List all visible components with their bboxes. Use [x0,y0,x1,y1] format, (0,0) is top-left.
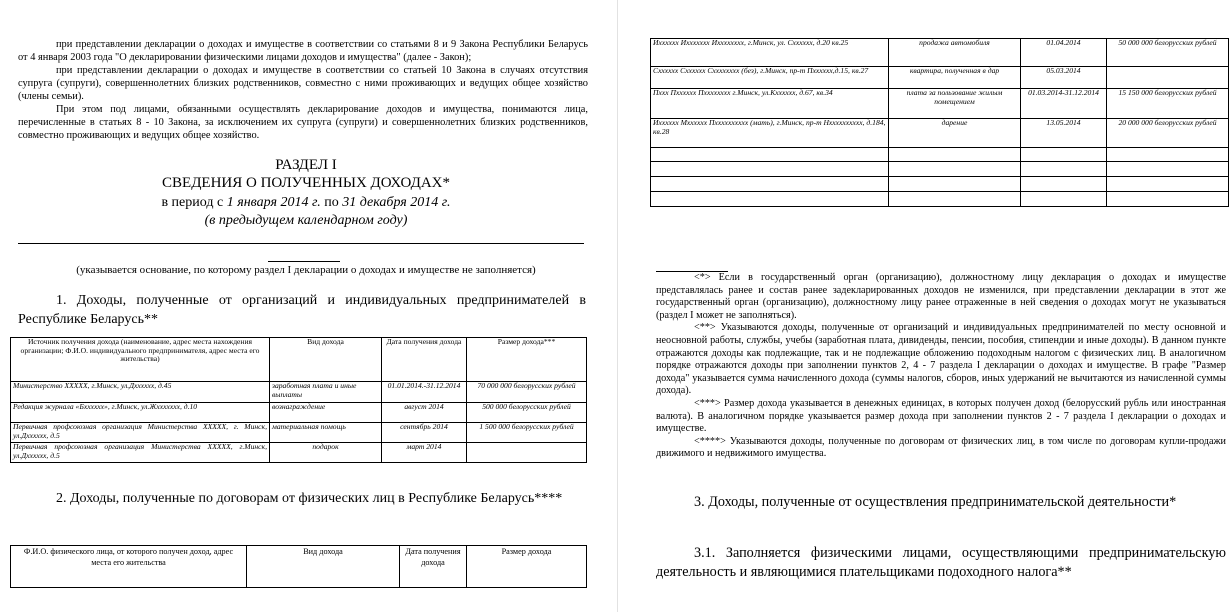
intro-paragraph: при представлении декларации о доходах и имуществе в соответствии со статьями 8 и 9 Закона Республики Беларусь от 4 января 2003 года "О декларировании физическими лицами доходов и имущества" (далее - Закон); [18,39,588,63]
column-header-type: Вид дохода [270,338,382,382]
column-header-source: Источник получения дохода (наименование, адрес места нахождения организации; Ф.И.О. индивидуального предпринимателя, адрес места его жительства) [11,338,270,382]
table-row [651,119,1229,148]
amount-cell: 70 000 000 белорусских рублей [467,382,587,403]
item3-heading: 3. Доходы, полученные от осуществления предпринимательской деятельности* [694,494,1177,510]
date-cell: 01.03.2014-31.12.2014 [1021,89,1107,119]
source-cell: Первичная профсоюзная организация Министерства ХХХХХ, г. Минск, ул.Дхххххх, д.5 [11,423,270,443]
source-cell: Первичная профсоюзная организация Министерства ХХХХХ, г.Минск, ул.Дхххххх, д.5 [11,443,270,463]
column-header-date: Дата получения дохода [400,546,467,588]
income-table-orgs [10,337,587,463]
income-table-persons-continued [650,38,1229,207]
section-number: РАЗДЕЛ I [275,157,337,173]
type-cell: подарок [270,443,382,463]
date-cell: 13.05.2014 [1021,119,1107,148]
item1-heading: 1. Доходы, полученные от организаций и индивидуальных предпринимателей в Республике Беларусь** [18,293,586,327]
amount-cell: 1 500 000 белорусских рублей [467,423,587,443]
column-header-type: Вид дохода [247,546,400,588]
amount-cell [1107,67,1229,89]
date-cell: март 2014 [382,443,467,463]
table-header-row [11,546,587,588]
item2-heading: 2. Доходы, полученные по договорам от физических лиц в Республике Беларусь**** [56,491,563,506]
period-to: 31 декабря 2014 г. [342,195,451,210]
amount-cell: 50 000 000 белорусских рублей [1107,39,1229,67]
date-cell: 05.03.2014 [1021,67,1107,89]
table-row [11,403,587,423]
basis-note: (указывается основание, по которому раздел I декларации о доходах и имуществе не заполняется) [76,264,536,276]
page-divider [617,0,618,612]
table-row [11,423,587,443]
period-note: (в предыдущем календарном году) [204,213,408,228]
footnote-4: <****> Указываются доходы, полученные по договорам от физических лиц, в том числе по договорам купли-продажи движимого и недвижимого имущества. [656,435,1226,460]
table-row [651,67,1229,89]
intro-paragraph: При этом под лицами, обязанными осуществлять декларирование доходов и имущества, понимаются лица, перечисленные в статьях 8 - 10 Закона, за исключением их супруга (супруги) и совершеннолетних близких родственников, совместно проживающих и ведущих общее хозяйство. [18,104,588,141]
source-cell: Редакция журнала «Бхххххх», г.Минск, ул.Жххххххх, д.10 [11,403,270,423]
intro-text [18,38,588,142]
empty-row [651,162,1229,177]
table-row [11,443,587,463]
date-cell: август 2014 [382,403,467,423]
person-cell: Ихххххх Мхххххх Пхххххххххх (мать), г.Минск, пр-т Нхххххххххх, д.184, кв.28 [651,119,889,148]
empty-row [651,192,1229,207]
type-cell: плата за пользование жилым помещением [889,89,1021,119]
footnote-2: <**> Указываются доходы, полученные от организаций и индивидуальных предпринимателей по месту основной и неосновной работы, службы, учебы (заработная плата, дивиденды, пенсии, пособия, стипендии и иные доходы). В данном пункте отражаются доходы как подлежащие, так и не подлежащие обложению подоходным налогом с физических лиц. В аналогичном порядке отражаются доходы при заполнении пунктов 2, 4 - 7 раздела I декларации о доходах и имуществе. В графе "Размер дохода" указывается сумма начисленного дохода (суммы налогов, сборов, иных удержаний не вычитаются из начисленной суммы дохода). [656,322,1226,397]
right-page [622,0,1232,612]
footnote-3: <***> Размер дохода указывается в денежных единицах, в которых получен доход (белорусский рубль или иностранная валюта). В аналогичном порядке указывается размер дохода при заполнении пунктов 2 - 7 раздела I декларации о доходах и имуществе. [656,397,1226,435]
table-row [651,39,1229,67]
footnote-1: <*> Если в государственный орган (организацию), должностному лицу декларация о доходах и имуществе представлялась ранее и состав ранее задекларированных доходов не изменился, при представлении декларации в этот же государственный орган (организацию), должностному лицу ранее отраженные в ней сведения о доходах могут не указываться (раздел I может не заполняться). [656,272,1226,321]
empty-row [651,148,1229,162]
period-from: 1 января 2014 г. [226,195,321,210]
empty-row [651,177,1229,192]
period-prefix: в период с [161,195,227,210]
column-header-amount: Размер дохода*** [467,338,587,382]
date-cell: 01.04.2014 [1021,39,1107,67]
person-cell: Пххх Пхххххх Пхххххххх г.Минск, ул.Кхххххх, д.67, кв.34 [651,89,889,119]
amount-cell: 20 000 000 белорусских рублей [1107,119,1229,148]
person-cell: Ихххххх Иххххххх Ихххххххх, г.Минск, ул. Схххххх, д.20 кв.25 [651,39,889,67]
section-title: СВЕДЕНИЯ О ПОЛУЧЕННЫХ ДОХОДАХ* [162,175,450,191]
table-row [11,382,587,403]
source-cell: Министерство ХХХХХ, г.Минск, ул.Дхххххх, д.45 [11,382,270,403]
amount-cell [467,443,587,463]
date-cell: 01.01.2014.-31.12.2014 [382,382,467,403]
column-header-person: Ф.И.О. физического лица, от которого получен доход, адрес места его жительства [11,546,247,588]
amount-cell: 500 000 белорусских рублей [467,403,587,423]
amount-cell: 15 150 000 белорусских рублей [1107,89,1229,119]
blank-line [18,243,584,244]
period-mid: по [320,195,343,210]
type-cell: дарение [889,119,1021,148]
type-cell: материальная помощь [270,423,382,443]
column-header-date: Дата получения дохода [382,338,467,382]
item3-1-heading: 3.1. Заполняется физическими лицами, осуществляющими предпринимательскую деятельность и являющимися плательщиками подоходного налога** [656,545,1226,580]
table-row [651,89,1229,119]
date-cell: сентябрь 2014 [382,423,467,443]
type-cell: квартира, полученная в дар [889,67,1021,89]
person-cell: Схххххх Схххххх Схххххххх (без), г.Минск, пр-т Пхххххх,д.15, кв.27 [651,67,889,89]
left-page [0,0,612,612]
section-period [0,194,612,211]
table-header-row [11,338,587,382]
type-cell: продажа автомобиля [889,39,1021,67]
type-cell: вознаграждение [270,403,382,423]
type-cell: заработная плата и иные выплаты [270,382,382,403]
intro-paragraph: при представлении декларации о доходах и имуществе в соответствии со статьей 10 Закона в случаях отсутствия супруга (супруги), совершеннолетних близких родственников, совместно с ними проживающих и ведущих общее хозяйство (члены семьи). [18,65,588,102]
column-header-amount: Размер дохода [467,546,587,588]
footnotes [656,272,1226,461]
blank-line-short [268,261,340,262]
income-table-persons [10,545,587,588]
